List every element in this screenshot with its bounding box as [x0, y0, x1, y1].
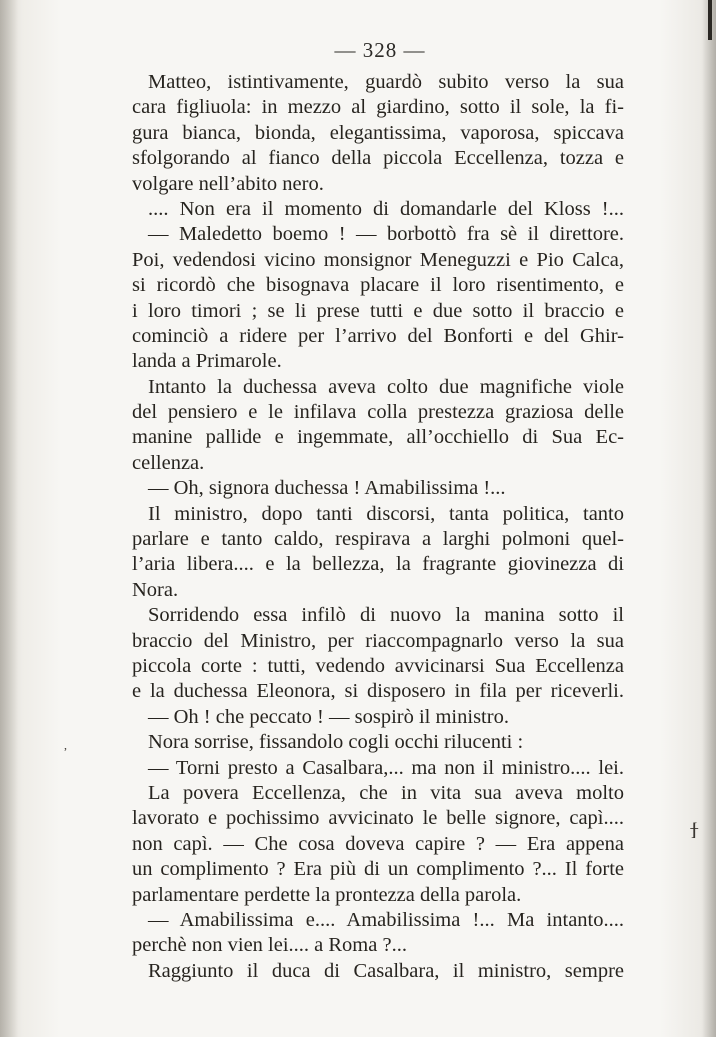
text-line: parlamentare perdette la prontezza della parola. [132, 883, 522, 906]
text-line: — Oh ! che peccato ! — sospirò il ministro. [148, 705, 509, 728]
text-line: Intanto la duchessa aveva colto due magnifiche viole [148, 375, 624, 398]
text-line: — Maledetto boemo ! — borbottò fra sè il direttore. [148, 223, 624, 246]
text-line: Il ministro, dopo tanti discorsi, tanta politica, tanto [148, 502, 624, 525]
text-line: sfolgorando al fianco della piccola Eccellenza, tozza e [132, 147, 624, 170]
text-line: Nora sorrise, fissandolo cogli occhi rilucenti : [148, 731, 524, 754]
text-line: Matteo, istintivamente, guardò subito verso la sua [148, 71, 624, 93]
text-line: cellenza. [132, 451, 205, 474]
text-line: Sorridendo essa infilò di nuovo la manina sotto il [148, 604, 624, 627]
text-line: gura bianca, bionda, elegantissima, vaporosa, spiccava [132, 121, 624, 144]
text-line: piccola corte : tutti, vedendo avvicinarsi Sua Eccellenza [132, 654, 624, 677]
page-right-edge [702, 0, 716, 1037]
text-line: — Torni presto a Casalbara,... ma non il ministro.... lei. [148, 756, 624, 779]
text-line: — Amabilissima e.... Amabilissima !... Ma intanto.... [148, 908, 624, 931]
text-line: — Oh, signora duchessa ! Amabilissima !... [148, 477, 506, 500]
margin-dot: , [64, 738, 67, 752]
text-line: landa a Primarole. [132, 350, 282, 373]
text-line: .... Non era il momento di domandarle del Kloss !... [148, 197, 624, 220]
text-line: braccio del Ministro, per riaccompagnarlo verso la sua [132, 629, 624, 652]
text-line: volgare nell’abito nero. [132, 172, 324, 195]
margin-ink-mark: ϯ [690, 818, 699, 843]
text-line: cominciò a ridere per l’arrivo del Bonforti e del Ghir- [132, 324, 624, 347]
text-line: e la duchessa Eleonora, si disposero in fila per riceverli. [132, 680, 624, 703]
text-line: l’aria libera.... e la bellezza, la fragrante giovinezza di [132, 553, 624, 576]
text-line: Nora. [132, 578, 179, 601]
page-number: — 328 — [334, 38, 426, 62]
text-line: manine pallide e ingemmate, all’occhiello di Sua Ec- [132, 426, 624, 449]
text-line: perchè non vien lei.... a Roma ?... [132, 934, 407, 957]
text-line: Raggiunto il duca di Casalbara, il ministro, sempre [148, 959, 624, 982]
page-edge-mark [708, 0, 712, 40]
text-line: cara figliuola: in mezzo al giardino, sotto il sole, la fi- [132, 96, 624, 119]
text-line: i loro timori ; se li prese tutti e due sotto il braccio e [132, 299, 624, 322]
text-line: si ricordò che bisognava placare il loro risentimento, e [132, 274, 624, 297]
text-line: parlare e tanto caldo, respirava a larghi polmoni quel- [132, 528, 624, 551]
text-line: non capì. — Che cosa doveva capire ? — Era appena [132, 832, 624, 855]
text-line: un complimento ? Era più di un complimento ?... Il forte [132, 858, 624, 881]
page-gutter-shadow [0, 0, 18, 1037]
body-text [132, 70, 624, 984]
text-line: Poi, vedendosi vicino monsignor Meneguzzi e Pio Calca, [132, 248, 624, 271]
text-line: La povera Eccellenza, che in vita sua aveva molto [148, 781, 624, 804]
text-line: del pensiero e le infilava colla prestezza graziosa delle [132, 401, 624, 424]
text-line: lavorato e pochissimo avvicinato le belle signore, capì.... [132, 807, 624, 830]
